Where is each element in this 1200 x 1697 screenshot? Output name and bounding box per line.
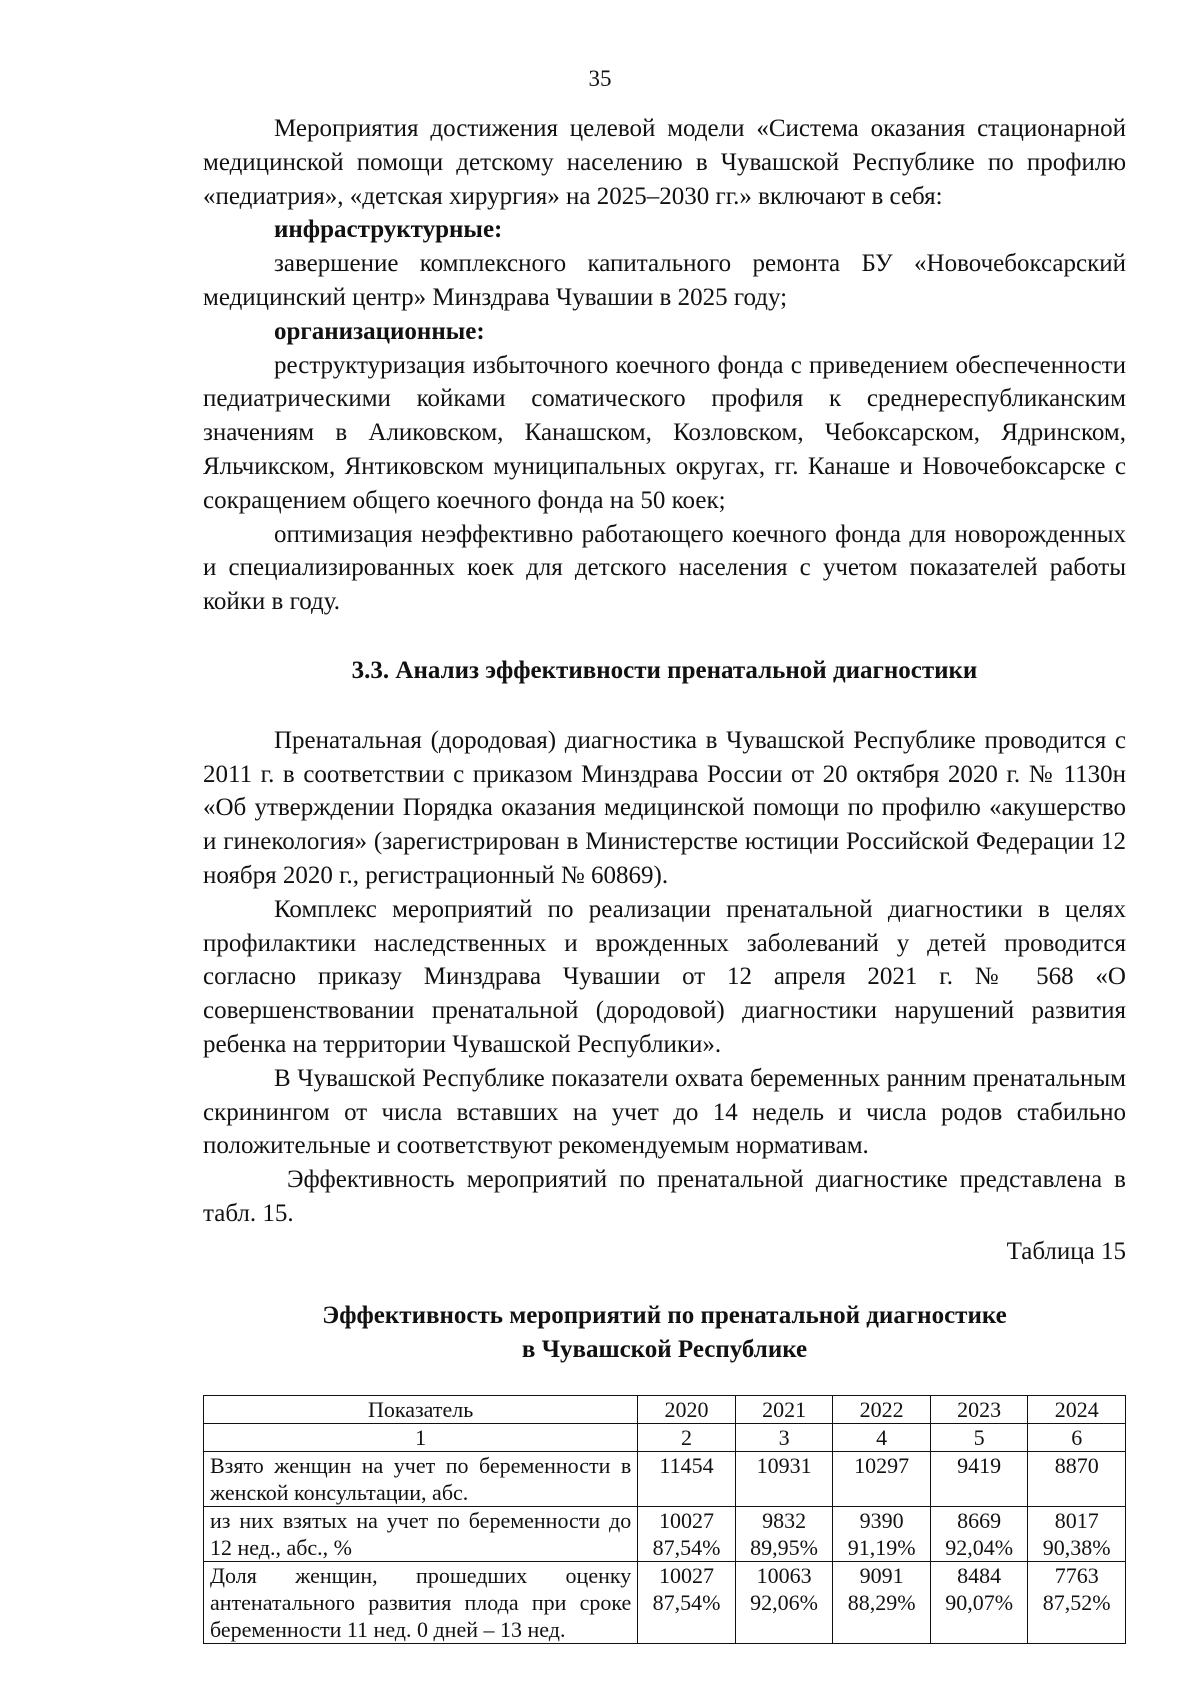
table-title-line-2: в Чувашской Республике bbox=[521, 1335, 808, 1363]
column-number-cell: 4 bbox=[833, 1423, 931, 1451]
table-header-row bbox=[204, 1395, 1126, 1423]
intro-paragraph: Мероприятия достижения целевой модели «Система оказания стационарной медицинской помощи детскому населению в Чувашской Республике по профилю «педиатрия», «детская хирургия» на 2025–2030 гг.» включают в себя: bbox=[203, 115, 1126, 210]
value-cell: 8669 92,04% bbox=[930, 1506, 1028, 1561]
table-title bbox=[203, 1299, 1126, 1367]
table-row bbox=[204, 1561, 1126, 1643]
column-number-cell: 2 bbox=[638, 1423, 736, 1451]
table-row bbox=[204, 1506, 1126, 1561]
value-cell: 9390 91,19% bbox=[833, 1506, 931, 1561]
organizational-paragraph-1: реструктуризация избыточного коечного фонда с приведением обеспеченности педиатрическими койками соматического профиля к среднереспубликанским значениям в Аликовском, Канашском, Козловском, Чебоксарском, Ядринском, Яльчикском, Янтиковском муниципальных округах, гг. Канаше и Новочебоксарске с сокращением общего коечного фонда на 50 коек; bbox=[203, 351, 1126, 514]
value-cell: 10297 bbox=[833, 1451, 931, 1506]
document-body bbox=[203, 112, 1126, 1644]
organizational-paragraph-2: оптимизация неэффективно работающего коечного фонда для новорожденных и специализированных коек для детского населения с учетом показателей работы койки в году. bbox=[203, 520, 1126, 616]
paragraph-1: Пренатальная (дородовая) диагностика в Чувашской Республике проводится с 2011 г. в соответствии с приказом Минздрава России от 20 октября 2020 г. № 1130н «Об утверждении Порядка оказания медицинской помощи по профилю «акушерство и гинекология» (зарегистрирован в Министерстве юстиции Российской Федерации 12 ноября 2020 г., регистрационный № 60869). bbox=[203, 726, 1126, 889]
data-table bbox=[203, 1395, 1126, 1644]
table-column-numbers-row bbox=[204, 1423, 1126, 1451]
table-title-line-1: Эффективность мероприятий по пренатальной диагностике bbox=[322, 1301, 1007, 1329]
value-cell: 8870 bbox=[1028, 1451, 1126, 1506]
row-label: Взято женщин на учет по беременности в женской консультации, абс. bbox=[204, 1451, 638, 1506]
value-cell: 10027 87,54% bbox=[638, 1561, 736, 1643]
header-cell: 2020 bbox=[638, 1395, 736, 1423]
infrastructure-label: инфраструктурные: bbox=[274, 216, 503, 244]
header-cell: Показатель bbox=[204, 1395, 638, 1423]
page-number: 35 bbox=[588, 66, 612, 91]
header-cell: 2023 bbox=[930, 1395, 1028, 1423]
column-number-cell: 5 bbox=[930, 1423, 1028, 1451]
value-cell: 9419 bbox=[930, 1451, 1028, 1506]
header-cell: 2024 bbox=[1028, 1395, 1126, 1423]
column-number-cell: 3 bbox=[735, 1423, 833, 1451]
row-label: Доля женщин, прошедших оценку антенатального развития плода при сроке беременности 11 нед. 0 дней – 13 нед. bbox=[204, 1561, 638, 1643]
column-number-cell: 1 bbox=[204, 1423, 638, 1451]
infrastructure-paragraph: завершение комплексного капитального ремонта БУ «Новочебоксарский медицинский центр» Минздрава Чувашии в 2025 году; bbox=[203, 250, 1126, 311]
row-label: из них взятых на учет по беременности до 12 нед., абс., % bbox=[204, 1506, 638, 1561]
value-cell: 9832 89,95% bbox=[735, 1506, 833, 1561]
value-cell: 7763 87,52% bbox=[1028, 1561, 1126, 1643]
value-cell: 10027 87,54% bbox=[638, 1506, 736, 1561]
paragraph-2: Комплекс мероприятий по реализации пренатальной диагностики в целях профилактики наследственных и врожденных заболеваний у детей проводится согласно приказу Минздрава Чувашии от 12 апреля 2021 г. № 568 «О совершенствовании пренатальной (дородовой) диагностики нарушений развития ребенка на территории Чувашской Республики». bbox=[203, 895, 1126, 1058]
section-heading: 3.3. Анализ эффективности пренатальной диагностики bbox=[351, 656, 978, 684]
value-cell: 10931 bbox=[735, 1451, 833, 1506]
header-cell: 2021 bbox=[735, 1395, 833, 1423]
column-number-cell: 6 bbox=[1028, 1423, 1126, 1451]
value-cell: 11454 bbox=[638, 1451, 736, 1506]
paragraph-4: Эффективность мероприятий по пренатальной диагностике представлена в табл. 15. bbox=[203, 1166, 1126, 1227]
organizational-label: организационные: bbox=[274, 317, 485, 345]
header-cell: 2022 bbox=[833, 1395, 931, 1423]
value-cell: 9091 88,29% bbox=[833, 1561, 931, 1643]
value-cell: 8017 90,38% bbox=[1028, 1506, 1126, 1561]
table-row bbox=[204, 1451, 1126, 1506]
value-cell: 8484 90,07% bbox=[930, 1561, 1028, 1643]
paragraph-3: В Чувашской Республике показатели охвата беременных ранним пренатальным скринингом от числа вставших на учет до 14 недель и числа родов стабильно положительные и соответствуют рекомендуемым нормативам. bbox=[203, 1064, 1126, 1160]
value-cell: 10063 92,06% bbox=[735, 1561, 833, 1643]
table-caption: Таблица 15 bbox=[1006, 1237, 1126, 1265]
